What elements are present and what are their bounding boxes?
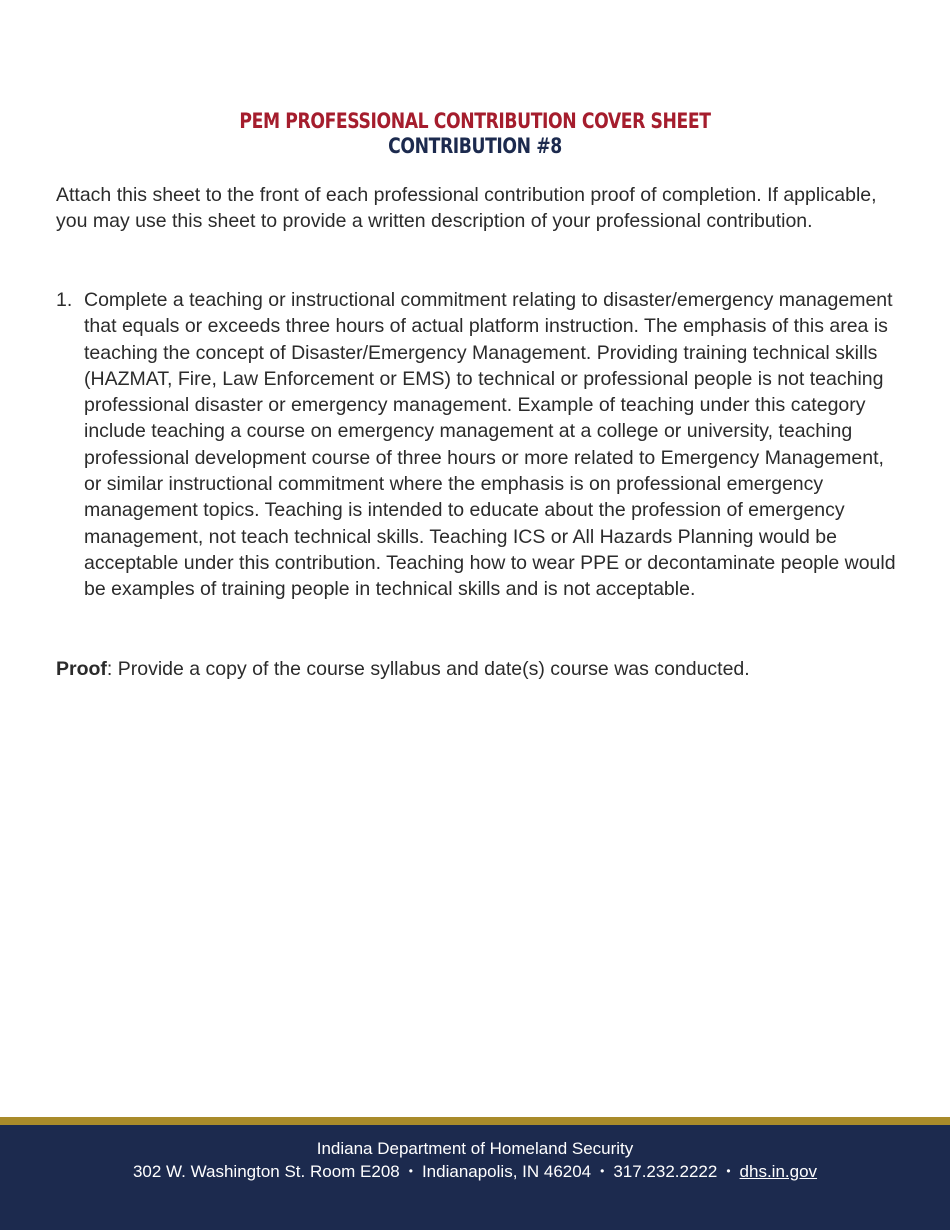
- proof-label: Proof: [56, 658, 107, 680]
- footer-separator: •: [408, 1164, 413, 1178]
- intro-paragraph: Attach this sheet to the front of each professional contribution proof of completion. If applicable, you may use this sheet to provide a written description of your professional contribution.: [56, 184, 877, 233]
- footer-separator: •: [600, 1164, 605, 1178]
- page-title: PEM PROFESSIONAL CONTRIBUTION COVER SHEET: [239, 109, 711, 133]
- footer-organization: Indiana Department of Homeland Security: [316, 1139, 634, 1158]
- list-item: [56, 287, 906, 603]
- proof-paragraph: [56, 656, 906, 682]
- footer-stripe: [0, 1117, 950, 1125]
- requirements-list: [56, 287, 906, 603]
- footer-phone: 317.232.2222: [613, 1162, 718, 1181]
- footer-separator: •: [726, 1164, 731, 1178]
- page-footer: [0, 1125, 950, 1230]
- list-item-text: Complete a teaching or instructional commitment relating to disaster/emergency management that equals or exceeds three hours of actual platform instruction. The emphasis of this area is teaching the concept of Disaster/Emergency Management. Providing training technical skills (HAZMAT, Fire, Law Enforcement or EMS) to technical or professional people is not teaching professional disaster or emergency management. Example of teaching under this category include teaching a course on emergency management at a college or university, teaching professional development course of three hours or more related to Emergency Management, or similar instructional commitment where the emphasis is on professional emergency management topics. Teaching is intended to educate about the profession of emergency management, not teach technical skills. Teaching ICS or All Hazards Planning would be acceptable under this contribution. Teaching how to wear PPE or decontaminate people would be examples of training people in technical skills and is not acceptable.: [84, 289, 896, 601]
- footer-address: 302 W. Washington St. Room E208: [132, 1162, 400, 1181]
- page-subtitle: CONTRIBUTION #8: [388, 134, 562, 158]
- footer-website-link[interactable]: dhs.in.gov: [739, 1162, 818, 1181]
- list-item-number: 1.: [56, 289, 73, 311]
- footer-city: Indianapolis, IN 46204: [421, 1162, 592, 1181]
- page-header: [0, 108, 950, 158]
- proof-text: : Provide a copy of the course syllabus and date(s) course was conducted.: [106, 658, 750, 680]
- footer-contact-line: [0, 1160, 950, 1183]
